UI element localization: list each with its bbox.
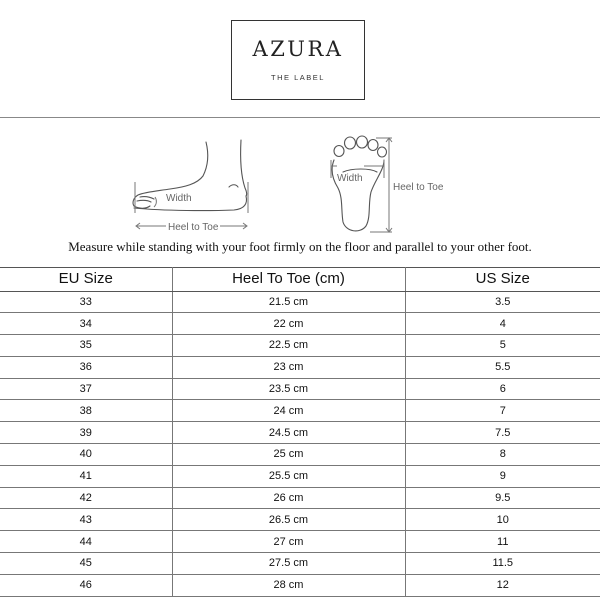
heel-to-toe-cell: 22 cm: [172, 313, 405, 335]
table-row: [0, 356, 600, 378]
us-size-cell: 3.5: [405, 291, 600, 313]
us-size-cell: 7.5: [405, 422, 600, 444]
eu-size-cell: 44: [0, 531, 172, 553]
table-row: [0, 465, 600, 487]
heel-to-toe-cell: 25.5 cm: [172, 465, 405, 487]
brand-logo: [231, 20, 365, 100]
heel-to-toe-cell: 24 cm: [172, 400, 405, 422]
eu-size-cell: 37: [0, 378, 172, 400]
us-size-cell: 11.5: [405, 553, 600, 575]
us-size-cell: 9.5: [405, 487, 600, 509]
eu-size-cell: 34: [0, 313, 172, 335]
eu-size-cell: 40: [0, 444, 172, 466]
us-size-cell: 9: [405, 465, 600, 487]
side-view-width-label: Width: [166, 193, 192, 204]
heel-to-toe-cell: 23.5 cm: [172, 378, 405, 400]
eu-size-cell: 33: [0, 291, 172, 313]
us-size-cell: 8: [405, 444, 600, 466]
heel-to-toe-cell: 22.5 cm: [172, 335, 405, 357]
table-row: [0, 487, 600, 509]
heel-to-toe-cell: 27 cm: [172, 531, 405, 553]
us-size-cell: 6: [405, 378, 600, 400]
us-size-cell: 12: [405, 574, 600, 596]
table-row: [0, 335, 600, 357]
table-row: [0, 444, 600, 466]
table-row: [0, 313, 600, 335]
heel-to-toe-cell: 25 cm: [172, 444, 405, 466]
table-row: [0, 531, 600, 553]
size-chart-table: [0, 267, 600, 597]
table-row: [0, 553, 600, 575]
us-size-cell: 4: [405, 313, 600, 335]
table-row: [0, 422, 600, 444]
us-size-cell: 5.5: [405, 356, 600, 378]
eu-size-cell: 43: [0, 509, 172, 531]
eu-size-cell: 41: [0, 465, 172, 487]
us-size-cell: 10: [405, 509, 600, 531]
eu-size-cell: 39: [0, 422, 172, 444]
sole-view-width-label: Width: [337, 173, 363, 184]
sole-view-length-label: Heel to Toe: [393, 182, 444, 193]
header-heel-to-toe: Heel To Toe (cm): [172, 268, 405, 292]
eu-size-cell: 36: [0, 356, 172, 378]
eu-size-cell: 38: [0, 400, 172, 422]
us-size-cell: 5: [405, 335, 600, 357]
header-us-size: US Size: [405, 268, 600, 292]
eu-size-cell: 35: [0, 335, 172, 357]
eu-size-cell: 45: [0, 553, 172, 575]
brand-name: AZURA: [252, 37, 344, 61]
table-row: [0, 378, 600, 400]
side-view-length-label: Heel to Toe: [168, 222, 219, 233]
heel-to-toe-cell: 28 cm: [172, 574, 405, 596]
heel-to-toe-cell: 27.5 cm: [172, 553, 405, 575]
heel-to-toe-cell: 26 cm: [172, 487, 405, 509]
table-row: [0, 400, 600, 422]
table-row: [0, 291, 600, 313]
heel-to-toe-cell: 24.5 cm: [172, 422, 405, 444]
heel-to-toe-cell: 26.5 cm: [172, 509, 405, 531]
brand-tagline: THE LABEL: [271, 73, 325, 82]
us-size-cell: 11: [405, 531, 600, 553]
table-header-row: [0, 268, 600, 292]
heel-to-toe-cell: 23 cm: [172, 356, 405, 378]
eu-size-cell: 42: [0, 487, 172, 509]
us-size-cell: 7: [405, 400, 600, 422]
eu-size-cell: 46: [0, 574, 172, 596]
heel-to-toe-cell: 21.5 cm: [172, 291, 405, 313]
table-row: [0, 509, 600, 531]
foot-measurement-diagram: [0, 118, 600, 238]
header-eu-size: EU Size: [0, 268, 172, 292]
table-row: [0, 574, 600, 596]
measuring-instruction: Measure while standing with your foot firmly on the floor and parallel to your other foot.: [68, 239, 532, 254]
sole-view-measure-lines: [331, 138, 392, 232]
